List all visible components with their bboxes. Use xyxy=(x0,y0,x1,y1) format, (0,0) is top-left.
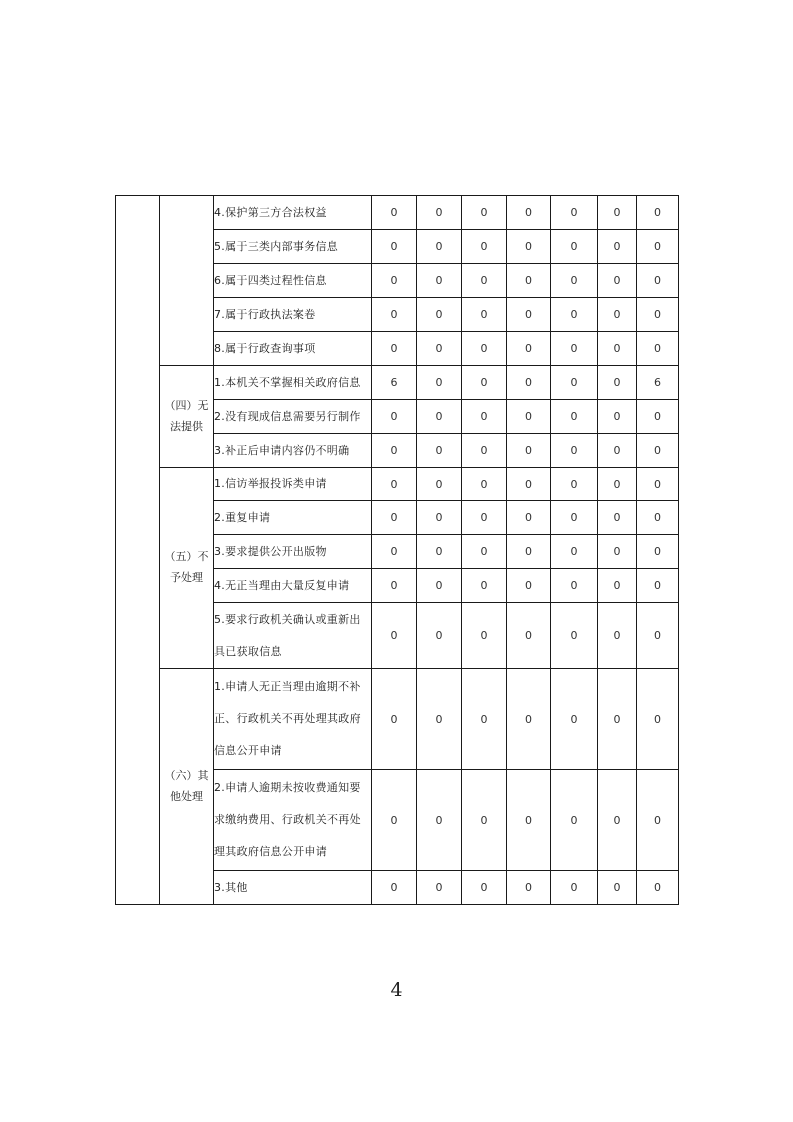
value-cell: 0 xyxy=(417,298,462,332)
item-label: 7.属于行政执法案卷 xyxy=(214,298,372,332)
value-cell: 0 xyxy=(417,196,462,230)
value-cell: 0 xyxy=(462,770,507,871)
value-cell: 0 xyxy=(417,468,462,501)
value-cell: 0 xyxy=(598,535,637,569)
value-cell: 0 xyxy=(551,871,598,905)
value-cell: 0 xyxy=(372,332,417,366)
value-cell: 0 xyxy=(507,332,551,366)
value-cell: 0 xyxy=(551,569,598,603)
value-cell: 0 xyxy=(507,230,551,264)
value-cell: 0 xyxy=(417,603,462,669)
value-cell: 0 xyxy=(507,535,551,569)
value-cell: 0 xyxy=(598,332,637,366)
value-cell: 0 xyxy=(551,400,598,434)
value-cell: 0 xyxy=(637,501,679,535)
item-label: 6.属于四类过程性信息 xyxy=(214,264,372,298)
value-cell: 0 xyxy=(417,770,462,871)
value-cell: 0 xyxy=(637,332,679,366)
value-cell: 0 xyxy=(507,871,551,905)
value-cell: 0 xyxy=(372,230,417,264)
value-cell: 0 xyxy=(417,264,462,298)
value-cell: 0 xyxy=(507,196,551,230)
value-cell: 0 xyxy=(372,468,417,501)
category-cell: （四）无法提供 xyxy=(160,366,214,468)
category-cell: （六）其他处理 xyxy=(160,669,214,905)
value-cell: 0 xyxy=(551,332,598,366)
category-cell xyxy=(160,196,214,366)
table-row xyxy=(116,196,679,230)
value-cell: 0 xyxy=(417,501,462,535)
value-cell: 0 xyxy=(598,230,637,264)
value-cell: 0 xyxy=(372,770,417,871)
value-cell: 0 xyxy=(462,298,507,332)
value-cell: 0 xyxy=(637,603,679,669)
value-cell: 0 xyxy=(507,569,551,603)
value-cell: 0 xyxy=(637,400,679,434)
value-cell: 0 xyxy=(551,535,598,569)
value-cell: 0 xyxy=(372,400,417,434)
value-cell: 0 xyxy=(372,434,417,468)
item-label: 2.没有现成信息需要另行制作 xyxy=(214,400,372,434)
table-row xyxy=(116,669,679,770)
value-cell: 0 xyxy=(372,669,417,770)
value-cell: 0 xyxy=(598,434,637,468)
value-cell: 0 xyxy=(598,196,637,230)
value-cell: 0 xyxy=(637,770,679,871)
value-cell: 0 xyxy=(598,468,637,501)
value-cell: 6 xyxy=(637,366,679,400)
value-cell: 0 xyxy=(372,196,417,230)
value-cell: 0 xyxy=(507,366,551,400)
value-cell: 0 xyxy=(598,400,637,434)
value-cell: 0 xyxy=(417,871,462,905)
value-cell: 0 xyxy=(462,196,507,230)
value-cell: 0 xyxy=(462,468,507,501)
value-cell: 0 xyxy=(507,298,551,332)
value-cell: 0 xyxy=(372,501,417,535)
table-row xyxy=(116,468,679,501)
value-cell: 0 xyxy=(417,366,462,400)
item-label: 4.保护第三方合法权益 xyxy=(214,196,372,230)
value-cell: 0 xyxy=(637,196,679,230)
value-cell: 0 xyxy=(462,230,507,264)
value-cell: 0 xyxy=(507,400,551,434)
value-cell: 0 xyxy=(462,366,507,400)
value-cell: 0 xyxy=(551,366,598,400)
outer-category-cell xyxy=(116,196,160,905)
value-cell: 0 xyxy=(551,298,598,332)
value-cell: 0 xyxy=(637,468,679,501)
value-cell: 0 xyxy=(637,264,679,298)
value-cell: 0 xyxy=(551,230,598,264)
value-cell: 0 xyxy=(417,434,462,468)
value-cell: 0 xyxy=(462,501,507,535)
value-cell: 0 xyxy=(637,535,679,569)
value-cell: 0 xyxy=(637,569,679,603)
value-cell: 0 xyxy=(551,264,598,298)
item-label: 3.补正后申请内容仍不明确 xyxy=(214,434,372,468)
value-cell: 0 xyxy=(507,468,551,501)
item-label: 5.要求行政机关确认或重新出具已获取信息 xyxy=(214,603,372,669)
value-cell: 0 xyxy=(372,535,417,569)
value-cell: 0 xyxy=(462,535,507,569)
value-cell: 0 xyxy=(417,669,462,770)
value-cell: 0 xyxy=(598,603,637,669)
value-cell: 0 xyxy=(372,298,417,332)
value-cell: 0 xyxy=(507,501,551,535)
item-label: 1.本机关不掌握相关政府信息 xyxy=(214,366,372,400)
value-cell: 0 xyxy=(551,196,598,230)
value-cell: 0 xyxy=(598,264,637,298)
value-cell: 0 xyxy=(598,569,637,603)
item-label: 1.信访举报投诉类申请 xyxy=(214,468,372,501)
value-cell: 0 xyxy=(462,264,507,298)
value-cell: 0 xyxy=(637,434,679,468)
value-cell: 0 xyxy=(417,535,462,569)
value-cell: 0 xyxy=(551,770,598,871)
item-label: 3.其他 xyxy=(214,871,372,905)
value-cell: 0 xyxy=(372,871,417,905)
value-cell: 0 xyxy=(598,669,637,770)
value-cell: 0 xyxy=(598,770,637,871)
value-cell: 0 xyxy=(507,669,551,770)
category-cell: （五）不予处理 xyxy=(160,468,214,669)
item-label: 5.属于三类内部事务信息 xyxy=(214,230,372,264)
value-cell: 0 xyxy=(551,603,598,669)
value-cell: 0 xyxy=(417,569,462,603)
value-cell: 0 xyxy=(417,332,462,366)
value-cell: 0 xyxy=(372,603,417,669)
item-label: 1.申请人无正当理由逾期不补正、行政机关不再处理其政府信息公开申请 xyxy=(214,669,372,770)
value-cell: 0 xyxy=(417,230,462,264)
value-cell: 0 xyxy=(598,501,637,535)
value-cell: 0 xyxy=(551,468,598,501)
value-cell: 0 xyxy=(462,332,507,366)
value-cell: 0 xyxy=(637,871,679,905)
value-cell: 0 xyxy=(551,669,598,770)
value-cell: 0 xyxy=(507,434,551,468)
value-cell: 0 xyxy=(637,298,679,332)
table-row xyxy=(116,366,679,400)
value-cell: 0 xyxy=(507,770,551,871)
value-cell: 0 xyxy=(462,603,507,669)
value-cell: 0 xyxy=(598,871,637,905)
item-label: 3.要求提供公开出版物 xyxy=(214,535,372,569)
item-label: 2.申请人逾期未按收费通知要求缴纳费用、行政机关不再处理其政府信息公开申请 xyxy=(214,770,372,871)
value-cell: 0 xyxy=(417,400,462,434)
value-cell: 0 xyxy=(462,871,507,905)
statistics-table xyxy=(115,195,679,905)
value-cell: 0 xyxy=(372,264,417,298)
item-label: 8.属于行政查询事项 xyxy=(214,332,372,366)
value-cell: 0 xyxy=(551,501,598,535)
value-cell: 0 xyxy=(637,669,679,770)
value-cell: 0 xyxy=(372,569,417,603)
value-cell: 0 xyxy=(462,434,507,468)
item-label: 2.重复申请 xyxy=(214,501,372,535)
value-cell: 0 xyxy=(507,264,551,298)
value-cell: 0 xyxy=(462,400,507,434)
item-label: 4.无正当理由大量反复申请 xyxy=(214,569,372,603)
value-cell: 0 xyxy=(462,669,507,770)
value-cell: 0 xyxy=(551,434,598,468)
value-cell: 0 xyxy=(598,298,637,332)
value-cell: 0 xyxy=(462,569,507,603)
value-cell: 0 xyxy=(598,366,637,400)
page-number: 4 xyxy=(390,979,403,1001)
value-cell: 0 xyxy=(507,603,551,669)
value-cell: 0 xyxy=(637,230,679,264)
value-cell: 6 xyxy=(372,366,417,400)
